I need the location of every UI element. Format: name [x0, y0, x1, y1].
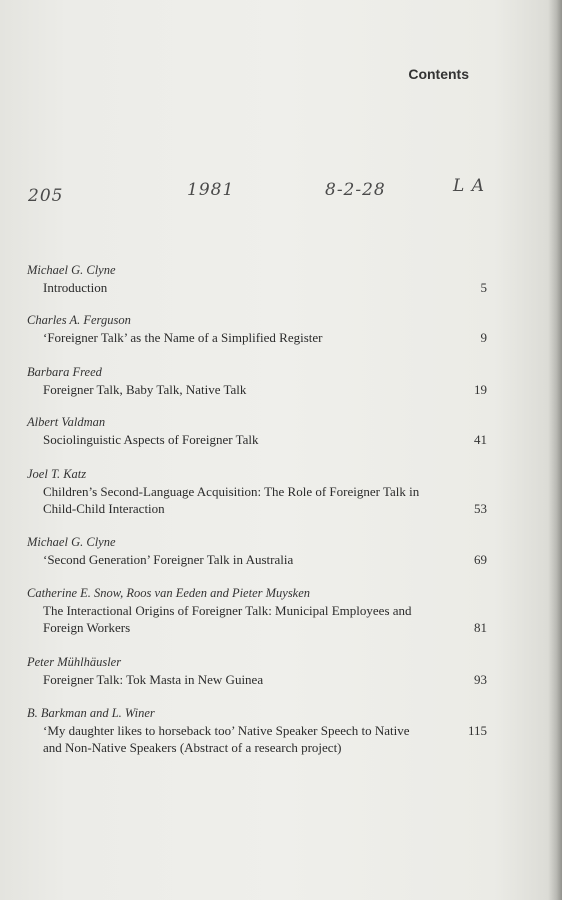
entry-title: ‘My daughter likes to horseback too’ Native Speaker Speech to Native and Non-Native Speakers (Abstract of a research project)	[43, 723, 410, 755]
entry-page-number: 81	[474, 620, 487, 635]
entry-title: Sociolinguistic Aspects of Foreigner Talk	[43, 432, 259, 447]
entry-author: Michael G. Clyne	[27, 535, 116, 549]
entry-page-number: 115	[467, 723, 487, 738]
toc-entry	[27, 585, 487, 636]
page-heading: Contents	[408, 66, 469, 82]
page-edge-shadow	[548, 0, 562, 900]
entry-author: Albert Valdman	[27, 415, 106, 429]
entry-page-number: 5	[480, 280, 487, 295]
entry-title: The Interactional Origins of Foreigner Talk: Municipal Employees and Foreign Workers	[43, 603, 412, 635]
entry-title: Foreigner Talk, Baby Talk, Native Talk	[43, 382, 247, 397]
entry-author: Joel T. Katz	[27, 467, 87, 481]
entry-author: Barbara Freed	[27, 365, 102, 379]
entry-author: Catherine E. Snow, Roos van Eeden and Pieter Muysken	[27, 586, 311, 600]
toc-entry	[27, 466, 487, 517]
entry-author: Charles A. Ferguson	[27, 313, 131, 327]
toc-entry	[27, 534, 487, 568]
entry-page-number: 69	[474, 552, 487, 567]
entry-title: Introduction	[43, 280, 108, 295]
toc-entry	[27, 414, 487, 448]
toc-entry	[27, 262, 487, 296]
entry-title: ‘Second Generation’ Foreigner Talk in Australia	[43, 552, 294, 567]
entry-page-number: 9	[480, 330, 487, 345]
entry-author: Michael G. Clyne	[27, 263, 116, 277]
handwritten-note: 8-2-28	[325, 180, 386, 200]
toc-entry	[27, 654, 487, 688]
entry-title: Foreigner Talk: Tok Masta in New Guinea	[43, 672, 264, 687]
toc-entry	[27, 364, 487, 398]
handwritten-note: 1981	[187, 180, 235, 200]
toc-entry	[27, 312, 487, 346]
handwritten-note: L A	[453, 176, 485, 196]
entry-author: Peter Mühlhäusler	[27, 655, 122, 669]
entry-title: ‘Foreigner Talk’ as the Name of a Simplified Register	[43, 330, 323, 345]
entry-author: B. Barkman and L. Winer	[27, 706, 155, 720]
entry-page-number: 19	[474, 382, 487, 397]
entry-page-number: 93	[474, 672, 487, 687]
entry-page-number: 53	[474, 501, 487, 516]
handwritten-note: 205	[28, 186, 64, 206]
toc-entry	[27, 705, 487, 756]
entry-title: Children’s Second-Language Acquisition: The Role of Foreigner Talk in Child-Child Interaction	[43, 484, 420, 516]
entry-page-number: 41	[474, 432, 487, 447]
